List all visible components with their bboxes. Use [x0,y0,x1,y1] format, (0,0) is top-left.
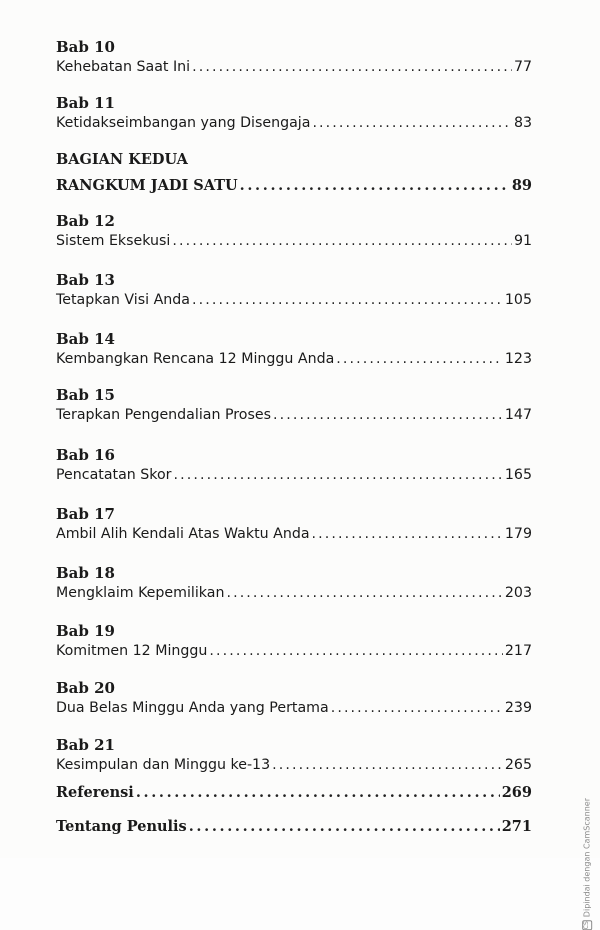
chapter-title: Dua Belas Minggu Anda yang Pertama [56,700,329,716]
toc-entry-bab-11 [56,93,532,135]
page-number: 269 [501,784,532,801]
page-number: 89 [511,177,532,194]
chapter-label: Bab 15 [56,386,115,404]
leader-dots [226,583,502,603]
toc-line [56,524,532,546]
leader-dots [172,231,512,251]
chapter-title: Pencatatan Skor [56,467,172,483]
toc-line [56,231,532,253]
page-number: 265 [504,757,532,773]
page-number: 83 [513,115,532,131]
toc-entry-bab-14 [56,329,532,371]
chapter-label: Bab 20 [56,679,115,697]
page-number: 217 [504,643,532,659]
page-number: 203 [504,585,532,601]
page-number: 147 [504,407,532,423]
toc-entry-bab-10 [56,37,532,79]
leader-dots [136,783,500,803]
page-number: 91 [513,233,532,249]
chapter-label: Bab 13 [56,271,115,289]
scanner-watermark [582,798,592,930]
leader-dots [192,290,503,310]
chapter-label: Bab 21 [56,736,115,754]
toc-entry-tentang-penulis [56,817,532,839]
chapter-label: Bab 19 [56,622,115,640]
chapter-title: Kehebatan Saat Ini [56,59,191,75]
page-number: 165 [504,467,532,483]
toc-entry-referensi [56,783,532,805]
toc-entry-bab-16 [56,445,532,487]
toc-entry-bab-15 [56,385,532,427]
part-title: RANGKUM JADI SATU [56,177,238,194]
toc-line [56,698,532,720]
leader-dots [273,405,503,425]
chapter-title: Komitmen 12 Minggu [56,643,208,659]
chapter-title: Ambil Alih Kendali Atas Waktu Anda [56,526,310,542]
leader-dots [174,465,503,485]
leader-dots [336,349,503,369]
toc-line [56,465,532,487]
leader-dots [192,57,512,77]
toc-line [56,290,532,312]
chapter-title: Kembangkan Rencana 12 Minggu Anda [56,351,335,367]
toc-line [56,349,532,371]
toc-entry-bab-19 [56,621,532,663]
leader-dots [312,113,512,133]
page-number: 77 [513,59,532,75]
chapter-label: Bab 14 [56,330,115,348]
page-number: 271 [501,818,532,835]
chapter-title: Mengklaim Kepemilikan [56,585,225,601]
page-number: 239 [504,700,532,716]
chapter-label: Bab 10 [56,38,115,56]
chapter-title: Kesimpulan dan Minggu ke-13 [56,757,271,773]
page-number: 105 [504,292,532,308]
section-title: Tentang Penulis [56,818,187,835]
camscanner-logo-icon: CS [583,921,590,930]
leader-dots [331,698,503,718]
toc-line [56,783,532,805]
page-number: 179 [504,526,532,542]
chapter-title: Terapkan Pengendalian Proses [56,407,271,423]
toc-line [56,113,532,135]
chapter-label: Bab 18 [56,564,115,582]
toc-line [56,583,532,605]
leader-dots [272,755,503,775]
chapter-label: Bab 12 [56,212,115,230]
leader-dots [189,817,500,837]
page-number: 123 [504,351,532,367]
toc-line [56,817,532,839]
leader-dots [312,524,503,544]
toc-entry-bab-17 [56,504,532,546]
leader-dots [240,176,510,196]
chapter-label: Bab 11 [56,94,115,112]
leader-dots [209,641,503,661]
chapter-title: Sistem Eksekusi [56,233,171,249]
toc-entry-part-two [56,150,532,198]
toc-entry-bab-18 [56,563,532,605]
chapter-title: Ketidakseimbangan yang Disengaja [56,115,311,131]
chapter-label: Bab 17 [56,505,115,523]
toc-entry-bab-13 [56,270,532,312]
chapter-label: Bab 16 [56,446,115,464]
toc-line [56,405,532,427]
toc-entry-bab-12 [56,211,532,253]
toc-line [56,755,532,777]
toc-line [56,641,532,663]
scanner-text: Dipindai dengan CamScanner [582,798,592,918]
section-title: Referensi [56,784,134,801]
toc-line [56,57,532,79]
toc-entry-bab-20 [56,678,532,720]
chapter-title: Tetapkan Visi Anda [56,292,190,308]
toc-line [56,176,532,198]
toc-entry-bab-21 [56,735,532,777]
part-label: BAGIAN KEDUA [56,151,188,168]
